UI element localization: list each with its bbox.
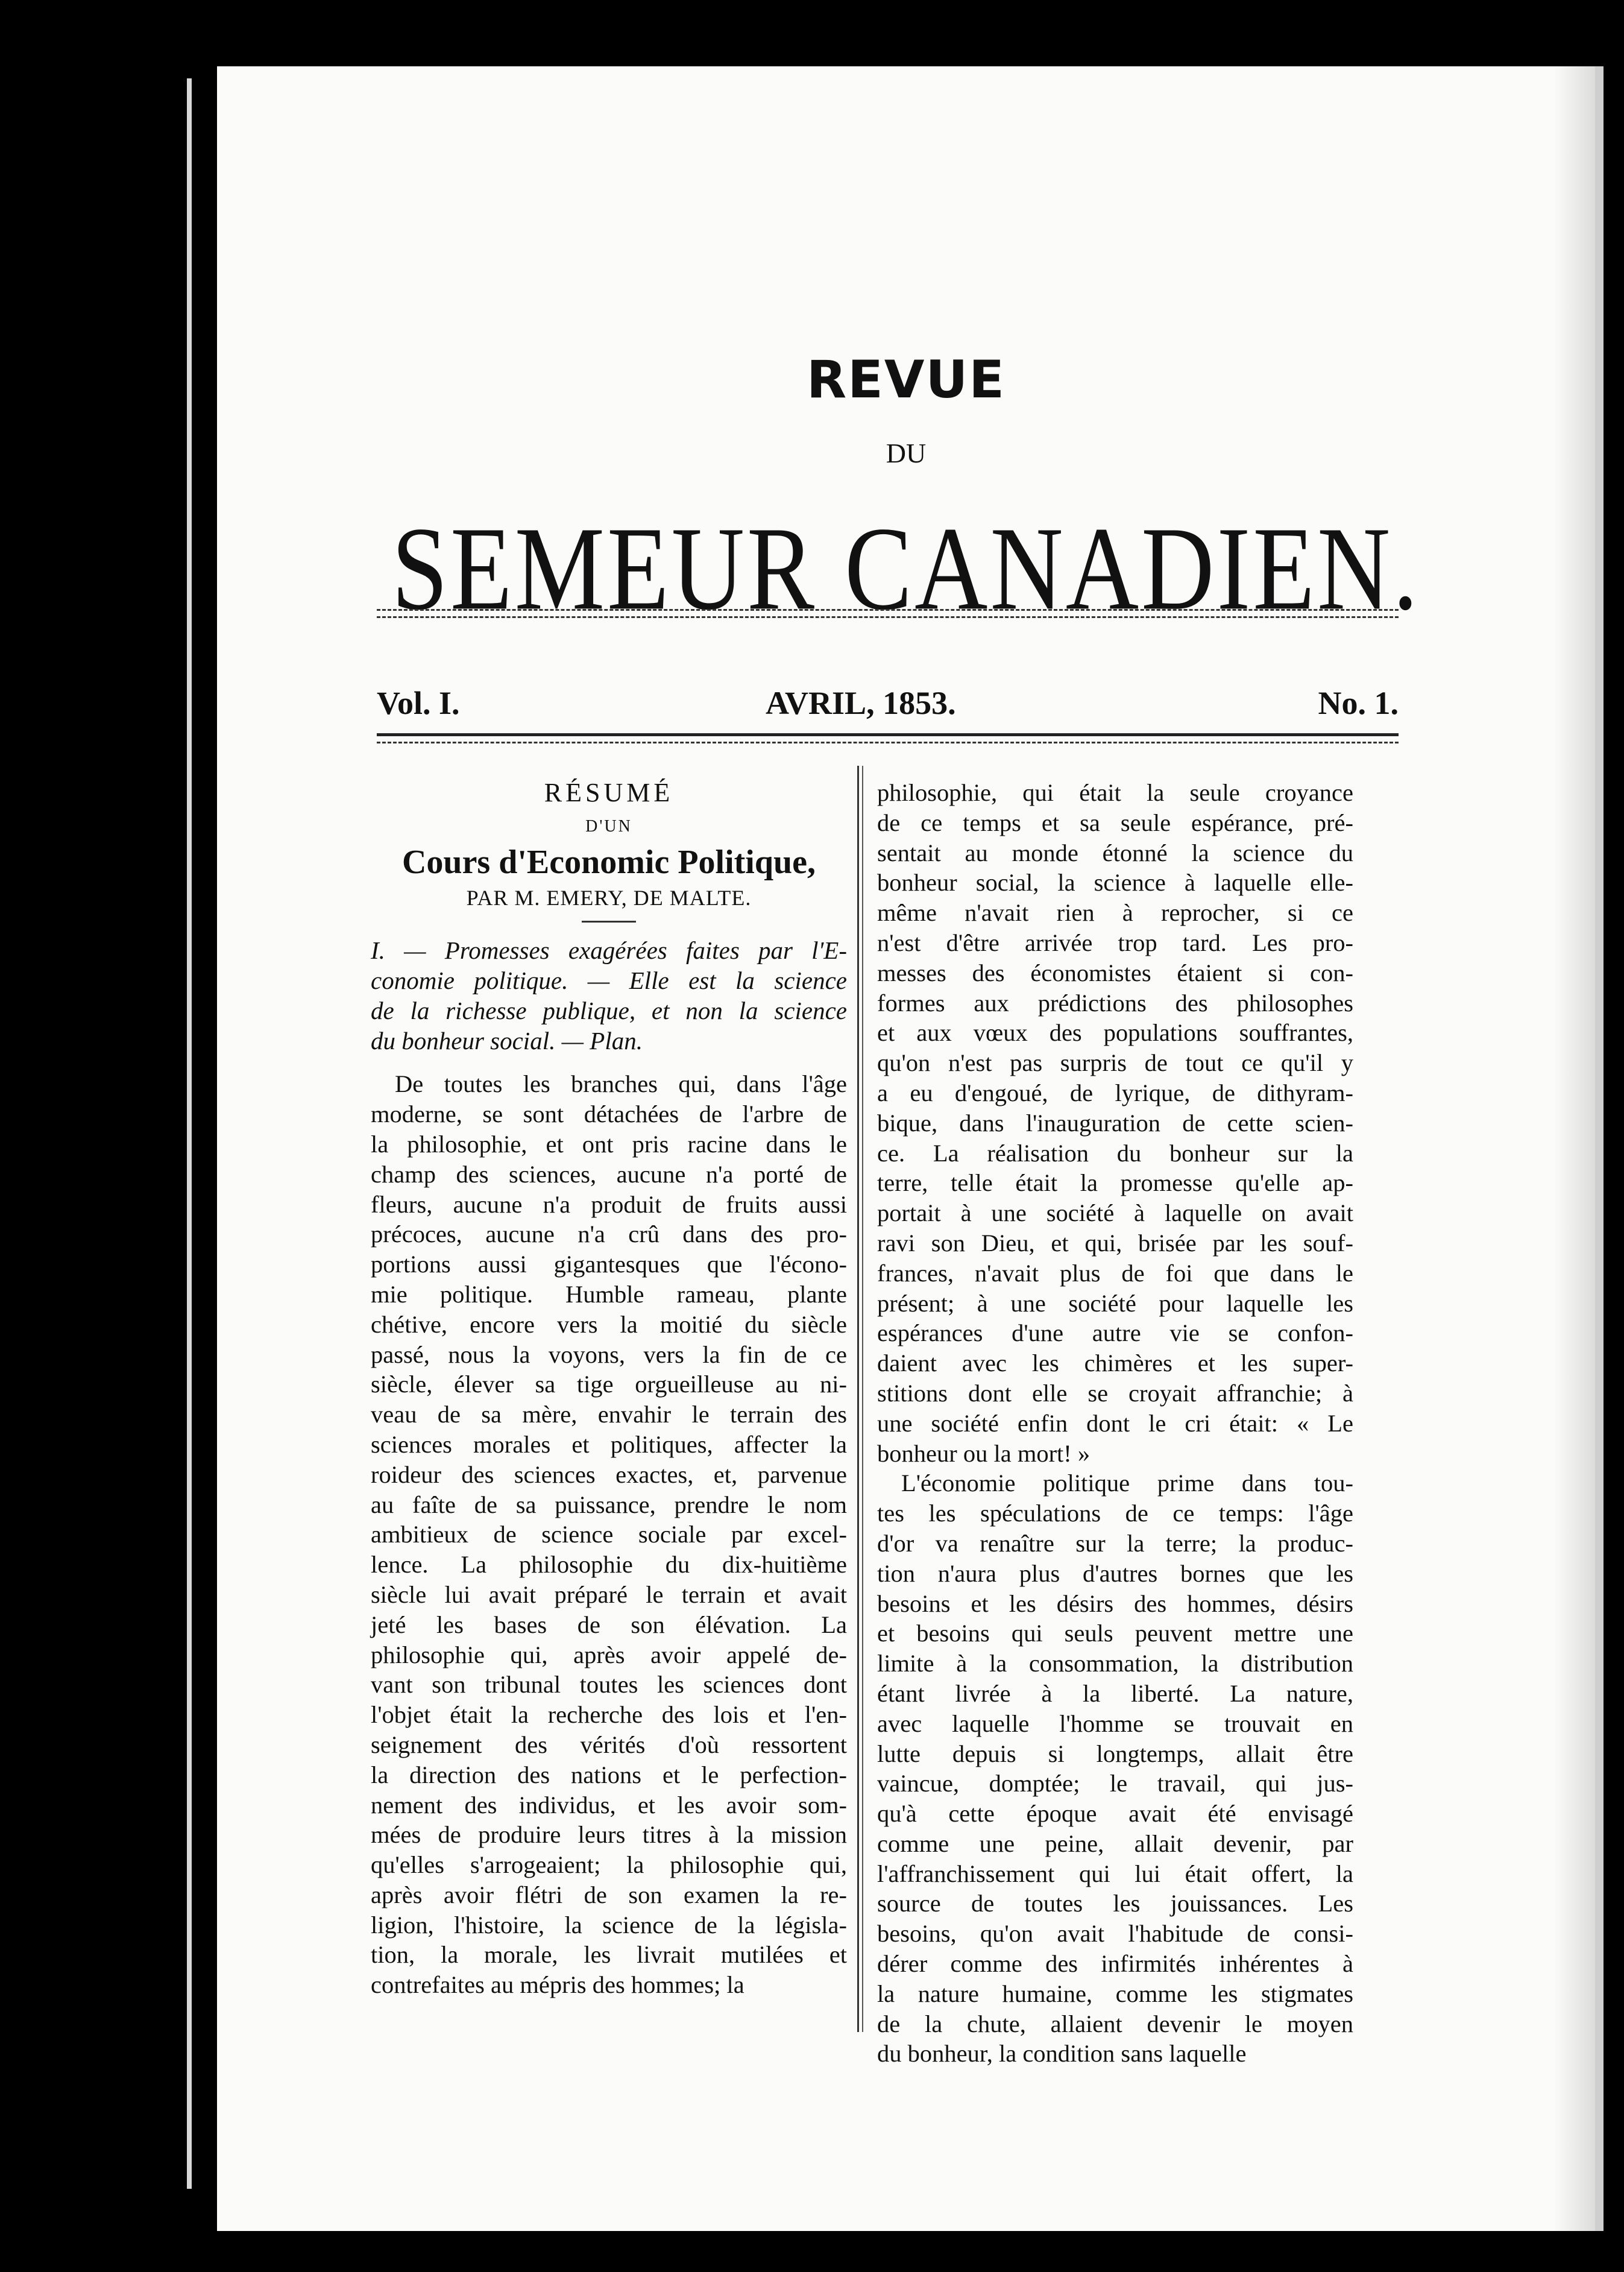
text-line: besoins et les désirs des hommes, désirs xyxy=(877,1589,1353,1617)
article-title: Cours d'Economic Politique, xyxy=(401,843,816,881)
text-line: bique, dans l'inauguration de cette scien- xyxy=(877,1109,1353,1137)
text-line: l'affranchissement qui lui était offert, la xyxy=(877,1860,1353,1887)
text-line: vaincue, domptée; le travail, qui jus- xyxy=(877,1770,1353,1797)
text-line: frances, n'avait plus de foi que dans le xyxy=(877,1259,1353,1287)
text-line: et aux vœux des populations souffrantes, xyxy=(877,1019,1353,1047)
text-line: d'or va renaître sur la terre; la produc- xyxy=(877,1529,1353,1557)
text-line: lence. La philosophie du dix-huitième xyxy=(371,1551,847,1579)
article-heading: RÉSUMÉ xyxy=(544,778,674,807)
column-divider xyxy=(857,766,863,2032)
text-line: L'économie politique prime dans tou- xyxy=(901,1469,1353,1497)
text-line: qu'on n'est pas surpris de tout ce qu'il y xyxy=(877,1049,1353,1077)
text-line: avec laquelle l'homme se trouvait en xyxy=(877,1709,1353,1737)
text-line: limite à la consommation, la distribution xyxy=(877,1650,1353,1677)
text-line: qu'elles s'arrogeaient; la philosophie qui, xyxy=(371,1851,847,1879)
masthead-rule-top xyxy=(377,609,1399,611)
text-line: ravi son Dieu, et qui, brisée par les souf- xyxy=(877,1229,1353,1257)
text-line: l'objet était la recherche des lois et l'en- xyxy=(371,1701,847,1729)
text-line: la nature humaine, comme les stigmates xyxy=(877,1980,1353,2007)
text-line: vant son tribunal toutes les sciences dont xyxy=(371,1671,847,1699)
scan-page-edge xyxy=(187,78,192,2189)
text-line: sentait au monde étonné la science du xyxy=(877,839,1353,866)
masthead-revue: REVUE xyxy=(806,350,1006,410)
left-body-text xyxy=(371,1069,847,2000)
text-line: siècle, élever sa tige orgueilleuse au ni- xyxy=(371,1371,847,1398)
text-line: veau de sa mère, envahir le terrain des xyxy=(371,1401,847,1428)
text-line: de la chute, allaient devenir le moyen xyxy=(877,2010,1353,2037)
issue-date: AVRIL, 1853. xyxy=(766,685,956,721)
text-line: du bonheur, la condition sans laquelle xyxy=(877,2040,1247,2068)
volume-label: Vol. I. xyxy=(377,685,460,721)
text-line: la direction des nations et le perfection- xyxy=(371,1761,847,1788)
text-line: n'est d'être arrivée trop tard. Les pro- xyxy=(877,929,1353,956)
text-line: I. — Promesses exagérées faites par l'E- xyxy=(371,936,847,965)
text-line: la philosophie, et ont pris racine dans le xyxy=(371,1130,847,1158)
issue-number: No. 1. xyxy=(1318,685,1399,721)
text-line: portions aussi gigantesques que l'écono- xyxy=(371,1251,847,1278)
right-column xyxy=(877,778,1353,2069)
text-line: ce. La réalisation du bonheur sur la xyxy=(877,1139,1353,1167)
text-line: qu'à cette époque avait été envisagé xyxy=(877,1800,1353,1828)
text-line: philosophie qui, après avoir appelé de- xyxy=(371,1641,847,1668)
text-line: nement des individus, et les avoir som- xyxy=(371,1791,847,1819)
text-line: une société enfin dont le cri était: « Le xyxy=(877,1409,1353,1437)
text-line: ambitieux de science sociale par excel- xyxy=(371,1521,847,1548)
text-line: moderne, se sont détachées de l'arbre de xyxy=(371,1100,847,1128)
text-line: seignement des vérités d'où ressortent xyxy=(371,1731,847,1758)
text-line: bonheur social, la science à laquelle elle- xyxy=(877,869,1353,897)
text-line: a eu d'engoué, de lyrique, de dithyram- xyxy=(877,1079,1353,1106)
issue-rule-dotted xyxy=(377,742,1399,743)
text-line: philosophie, qui était la seule croyance xyxy=(877,779,1353,806)
text-line: même n'avait rien à reprocher, si ce xyxy=(877,899,1353,927)
text-line: après avoir flétri de son examen la re- xyxy=(371,1881,847,1908)
text-line: ligion, l'histoire, la science de la législa- xyxy=(371,1911,847,1939)
text-line: stitions dont elle se croyait affranchie; à xyxy=(877,1379,1353,1407)
text-line: formes aux prédictions des philosophes xyxy=(877,989,1353,1017)
issue-rule-bottom xyxy=(377,733,1399,736)
text-line: espérances d'une autre vie se confon- xyxy=(877,1319,1353,1347)
text-line: comme une peine, allait devenir, par xyxy=(877,1829,1353,1857)
text-line: siècle lui avait préparé le terrain et avait xyxy=(371,1580,847,1608)
text-line: passé, nous la voyons, vers la fin de ce xyxy=(371,1340,847,1368)
masthead-title: SEMEUR CANADIEN. xyxy=(391,502,1421,636)
text-line: dérer comme des infirmités inhérentes à xyxy=(877,1950,1353,1978)
text-line: terre, telle était la promesse qu'elle ap- xyxy=(877,1169,1353,1197)
text-line: daient avec les chimères et les super- xyxy=(877,1349,1353,1377)
journal-page xyxy=(217,66,1604,2231)
text-line: tes les spéculations de ce temps: l'âge xyxy=(877,1500,1353,1527)
text-line: mées de produire leurs titres à la mission xyxy=(371,1821,847,1849)
text-line: au faîte de sa puissance, prendre le nom xyxy=(371,1491,847,1518)
left-column xyxy=(371,778,847,2000)
right-paragraph-1 xyxy=(877,778,1353,1468)
chapter-summary xyxy=(371,936,847,1056)
text-line: mie politique. Humble rameau, plante xyxy=(371,1280,847,1308)
text-line: étant livrée à la liberté. La nature, xyxy=(877,1679,1353,1707)
text-line: tion n'aura plus d'autres bornes que les xyxy=(877,1559,1353,1587)
article-byline: PAR M. EMERY, DE MALTE. xyxy=(466,886,752,910)
text-line: du bonheur social. — Plan. xyxy=(371,1026,643,1055)
text-line: tion, la morale, les livrait mutilées et xyxy=(371,1941,847,1969)
text-line: messes des économistes étaient si con- xyxy=(877,959,1353,986)
masthead-rule-double xyxy=(377,616,1399,618)
text-line: De toutes les branches qui, dans l'âge xyxy=(395,1070,847,1098)
text-line: de la richesse publique, et non la science xyxy=(371,996,847,1024)
right-paragraph-2 xyxy=(877,1468,1353,2069)
article-dun: D'UN xyxy=(585,816,632,836)
text-line: et besoins qui seuls peuvent mettre une xyxy=(877,1620,1353,1647)
text-line: portait à une société à laquelle on avait xyxy=(877,1199,1353,1227)
text-line: roideur des sciences exactes, et, parvenue xyxy=(371,1460,847,1488)
text-line: source de toutes les jouissances. Les xyxy=(877,1890,1353,1917)
text-line: conomie politique. — Elle est la science xyxy=(371,966,847,994)
text-line: précoces, aucune n'a crû dans des pro- xyxy=(371,1220,847,1248)
text-line: champ des sciences, aucune n'a porté de xyxy=(371,1160,847,1188)
masthead-du: DU xyxy=(886,438,927,469)
text-line: de ce temps et sa seule espérance, pré- xyxy=(877,809,1353,836)
text-line: fleurs, aucune n'a produit de fruits aussi xyxy=(371,1190,847,1218)
text-line: lutte depuis si longtemps, allait être xyxy=(877,1740,1353,1767)
text-line: bonheur ou la mort! » xyxy=(877,1439,1091,1467)
text-line: sciences morales et politiques, affecter la xyxy=(371,1430,847,1458)
text-line: besoins, qu'on avait l'habitude de consi- xyxy=(877,1920,1353,1948)
text-line: jeté les bases de son élévation. La xyxy=(371,1611,847,1638)
text-line: contrefaites au mépris des hommes; la xyxy=(371,1971,744,1999)
byline-rule xyxy=(582,921,636,923)
text-line: chétive, encore vers la moitié du siècle xyxy=(371,1310,847,1338)
text-line: présent; à une société pour laquelle les xyxy=(877,1289,1353,1317)
